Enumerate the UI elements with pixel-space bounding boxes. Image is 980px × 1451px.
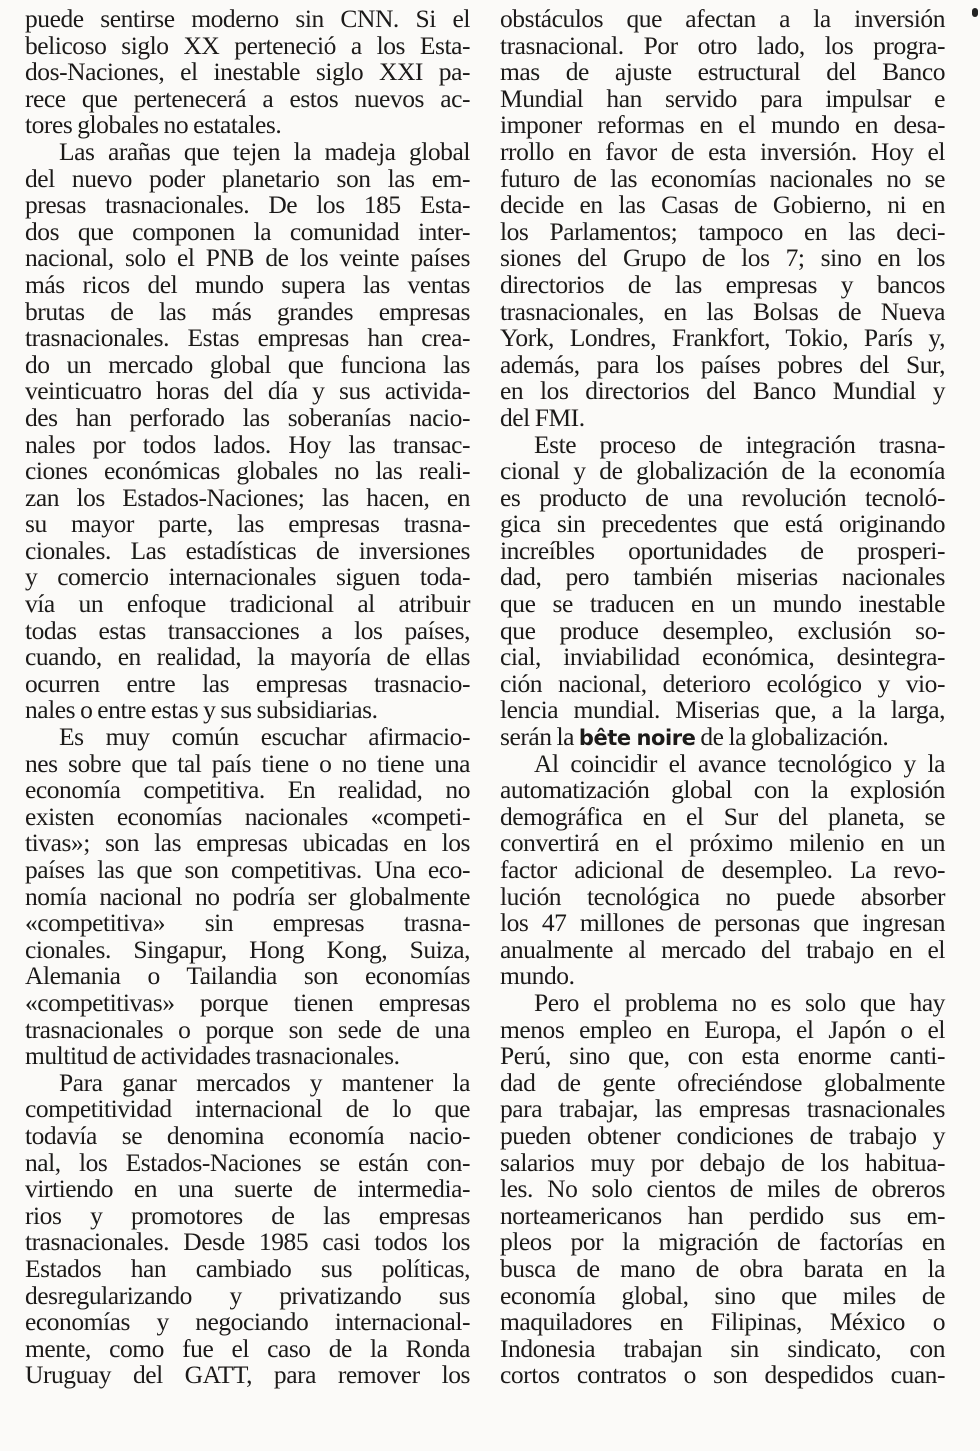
text-line: Las arañas que tejen la madeja global bbox=[59, 136, 470, 166]
text-line: todas estas transacciones a los países, bbox=[25, 615, 470, 645]
text-line: maquiladores en Filipinas, México o bbox=[500, 1307, 945, 1337]
text-line: obstáculos que afectan a la inversión bbox=[500, 4, 945, 33]
text-line: es producto de una revolución tecnoló- bbox=[500, 482, 945, 512]
text-line: rrollo en favor de esta inversión. Hoy el bbox=[500, 136, 945, 166]
text-line: zan los Estados-Naciones; las hacen, en bbox=[25, 482, 470, 512]
text-line: economía global, sino que miles de bbox=[500, 1280, 945, 1310]
text-line: dad, pero también miserias nacionales bbox=[500, 562, 945, 592]
text-line: existen economías nacionales «competi- bbox=[25, 801, 470, 831]
text-line: anualmente al mercado del trabajo en el bbox=[500, 934, 945, 964]
text-line: rios y promotores de las empresas bbox=[25, 1200, 470, 1230]
text-line: competitividad internacional de lo que bbox=[25, 1094, 470, 1124]
text-line: menos empleo en Europa, el Japón o el bbox=[500, 1014, 945, 1044]
text-line: «competitiva» sin empresas trasna- bbox=[25, 908, 470, 938]
text-line: lución tecnológica no puede absorber bbox=[500, 881, 945, 911]
text-line: les. No solo cientos de miles de obreros bbox=[500, 1174, 945, 1204]
text-line: Pero el problema no es solo que hay bbox=[534, 987, 945, 1017]
text-line: cionales. Las estadísticas de inversiones bbox=[25, 535, 470, 565]
text-line: mas de ajuste estructural del Banco bbox=[500, 57, 945, 87]
text-line: economías y negociando internacional- bbox=[25, 1307, 470, 1337]
text-line: dos que componen la comunidad inter- bbox=[25, 216, 470, 246]
text-line: Estados han cambiado sus políticas, bbox=[25, 1253, 470, 1283]
text-line: que produce desempleo, exclusión so- bbox=[500, 615, 945, 645]
text-line: lencia mundial. Miserias que, a la larga, bbox=[500, 695, 945, 725]
left-text-column bbox=[25, 6, 470, 1389]
text-line: siones del Grupo de los 7; sino en los bbox=[500, 243, 945, 273]
text-line: los 47 millones de personas que ingresan bbox=[500, 908, 945, 938]
text-line: nales por todos lados. Hoy las transac- bbox=[25, 429, 470, 459]
text-line: nacional, solo el PNB de los veinte países bbox=[25, 243, 470, 273]
text-line: en los directorios del Banco Mundial y bbox=[500, 376, 945, 406]
text-line: dos-Naciones, el inestable siglo XXI pa- bbox=[25, 57, 470, 87]
text-line: gica sin precedentes que está originando bbox=[500, 509, 945, 539]
text-line: automatización global con la explosión bbox=[500, 775, 945, 805]
text-line: más ricos del mundo supera las ventas bbox=[25, 269, 470, 299]
text-line: nal, los Estados-Naciones se están con- bbox=[25, 1147, 470, 1177]
text-line: Este proceso de integración trasna- bbox=[534, 429, 945, 459]
text-line: ciones económicas globales no las reali- bbox=[25, 456, 470, 486]
text-line: mundo. bbox=[500, 961, 575, 991]
text-line: además, para los países pobres del Sur, bbox=[500, 349, 945, 379]
text-line: des han perforado las soberanías nacio- bbox=[25, 402, 470, 432]
text-line: cial, inviabilidad económica, desintegra- bbox=[500, 642, 945, 672]
text-line: pleos por la migración de factorías en bbox=[500, 1227, 945, 1257]
text-line: que se traducen en un mundo inestable bbox=[500, 589, 945, 619]
text-line: norteamericanos han perdido sus em- bbox=[500, 1200, 945, 1230]
text-line: nomía nacional no podría ser globalmente bbox=[25, 881, 470, 911]
text-line: y comercio internacionales siguen toda- bbox=[25, 562, 470, 592]
text-line: Para ganar mercados y mantener la bbox=[59, 1067, 470, 1097]
text-line: presas trasnacionales. De los 185 Esta- bbox=[25, 190, 470, 220]
text-line: salarios muy por debajo de los habitua- bbox=[500, 1147, 945, 1177]
text-line: trasnacional. Por otro lado, los progra- bbox=[500, 30, 945, 60]
text-line: nales o entre estas y sus subsidiarias. bbox=[25, 695, 378, 725]
text-segment: de la globalización. bbox=[695, 722, 889, 752]
text-line bbox=[500, 724, 945, 751]
text-line: países las que son competitivas. Una eco- bbox=[25, 855, 470, 884]
text-line: cortos contratos o son despedidos cuan- bbox=[500, 1360, 945, 1390]
text-line: Perú, sino que, con esta enorme canti- bbox=[500, 1041, 945, 1071]
text-line: Al coincidir el avance tecnológico y la bbox=[534, 748, 945, 778]
text-line: del FMI. bbox=[500, 402, 585, 432]
text-line: brutas de las más grandes empresas bbox=[25, 296, 470, 326]
text-line: Mundial han servido para impulsar e bbox=[500, 83, 945, 113]
text-line: tivas»; son las empresas ubicadas en los bbox=[25, 828, 470, 858]
text-line: ocurren entre las empresas trasnacio- bbox=[25, 668, 470, 698]
text-line: nes sobre que tal país tiene o no tiene una bbox=[25, 748, 470, 778]
bold-phrase: bête noire bbox=[578, 726, 696, 751]
text-line: futuro de las economías nacionales no se bbox=[500, 163, 945, 193]
text-line: desregularizando y privatizando sus bbox=[25, 1280, 470, 1310]
text-line: del nuevo poder planetario son las em- bbox=[25, 163, 470, 193]
text-line: cuando, en realidad, la mayoría de ellas bbox=[25, 642, 470, 672]
text-line: economía competitiva. En realidad, no bbox=[25, 775, 470, 805]
text-line: factor adicional de desempleo. La revo- bbox=[500, 855, 945, 884]
text-line: los Parlamentos; tampoco en las deci- bbox=[500, 216, 945, 246]
text-line: veinticuatro horas del día y sus activida- bbox=[25, 376, 470, 406]
text-line: Indonesia trabajan sin sindicato, con bbox=[500, 1333, 945, 1363]
text-line: pueden obtener condiciones de trabajo y bbox=[500, 1120, 945, 1150]
text-line: increíbles oportunidades de prosperi- bbox=[500, 535, 945, 565]
text-line: cional y de globalización de la economía bbox=[500, 456, 945, 486]
text-line: mente, como fue el caso de la Ronda bbox=[25, 1333, 470, 1363]
text-line: trasnacionales, en las Bolsas de Nueva bbox=[500, 296, 945, 326]
text-line: belicoso siglo XX perteneció a los Esta- bbox=[25, 30, 470, 60]
text-line: do un mercado global que funciona las bbox=[25, 349, 470, 379]
text-line: Alemania o Tailandia son economías bbox=[25, 961, 470, 991]
text-line: cionales. Singapur, Hong Kong, Suiza, bbox=[25, 934, 470, 964]
text-line: rece que pertenecerá a estos nuevos ac- bbox=[25, 83, 470, 113]
text-line: trasnacionales. Desde 1985 casi todos los bbox=[25, 1227, 470, 1257]
text-line: ción nacional, deterioro ecológico y vio- bbox=[500, 668, 945, 698]
text-line: «competitivas» porque tienen empresas bbox=[25, 987, 470, 1017]
text-line: virtiendo en una suerte de intermedia- bbox=[25, 1174, 470, 1204]
text-line: busca de mano de obra barata en la bbox=[500, 1253, 945, 1283]
text-line: York, Londres, Frankfort, Tokio, París y, bbox=[500, 323, 945, 353]
text-line: trasnacionales o porque son sede de una bbox=[25, 1014, 470, 1044]
text-line: todavía se denomina economía nacio- bbox=[25, 1120, 470, 1150]
text-line: directorios de las empresas y bancos bbox=[500, 269, 945, 299]
text-line: decide en las Casas de Gobierno, ni en bbox=[500, 190, 945, 220]
right-text-column bbox=[500, 6, 945, 1389]
text-line: dad de gente ofreciéndose globalmente bbox=[500, 1067, 945, 1097]
text-line: Es muy común escuchar afirmacio- bbox=[59, 722, 470, 752]
text-line: multitud de actividades trasnacionales. bbox=[25, 1041, 400, 1071]
text-line: trasnacionales. Estas empresas han crea- bbox=[25, 323, 470, 353]
page-edge-mark bbox=[972, 8, 978, 17]
text-line: demográfica en el Sur del planeta, se bbox=[500, 801, 945, 831]
text-line: imponer reformas en el mundo en desa- bbox=[500, 110, 945, 140]
text-line: tores globales no estatales. bbox=[25, 110, 282, 140]
text-line: convertirá en el próximo milenio en un bbox=[500, 828, 945, 858]
text-line: puede sentirse moderno sin CNN. Si el bbox=[25, 4, 470, 33]
text-line: vía un enfoque tradicional al atribuir bbox=[25, 589, 470, 619]
text-line: Uruguay del GATT, para remover los bbox=[25, 1360, 470, 1390]
text-segment: serán la bbox=[500, 722, 579, 752]
text-line: su mayor parte, las empresas trasna- bbox=[25, 509, 470, 539]
text-line: para trabajar, las empresas trasnacionales bbox=[500, 1094, 945, 1124]
